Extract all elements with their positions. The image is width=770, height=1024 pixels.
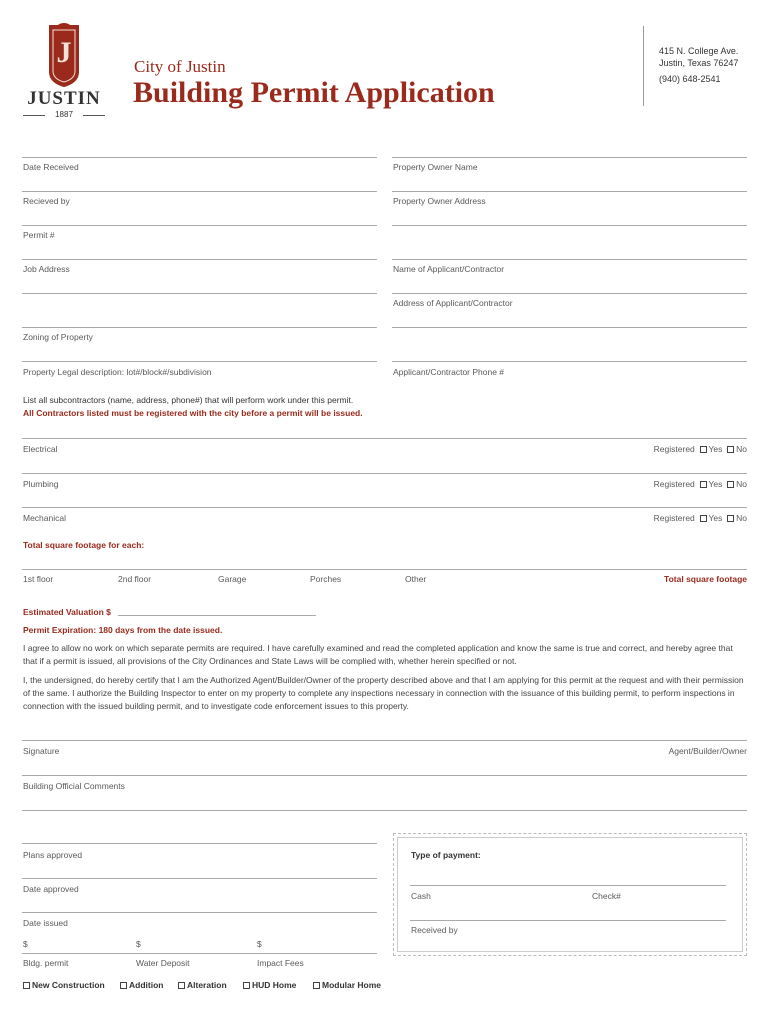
estimated-valuation-label: Estimated Valuation $ bbox=[23, 607, 111, 617]
yes-checkbox[interactable] bbox=[700, 446, 707, 453]
yes-label: Yes bbox=[708, 444, 723, 454]
header-divider bbox=[643, 26, 644, 106]
sqft-garage-field[interactable]: Garage bbox=[218, 574, 247, 584]
permit-type-label: Addition bbox=[129, 980, 164, 990]
no-label: No bbox=[736, 479, 747, 489]
job-address-field[interactable]: Job Address bbox=[23, 264, 70, 274]
permit-type-hud-home[interactable] bbox=[243, 980, 296, 990]
sqft-porches-field[interactable]: Porches bbox=[310, 574, 342, 584]
payment-type-heading: Type of payment: bbox=[411, 850, 481, 860]
fee-water-deposit-symbol: $ bbox=[136, 939, 141, 949]
city-logo bbox=[20, 22, 110, 122]
no-checkbox[interactable] bbox=[727, 515, 734, 522]
registered-group-plumbing bbox=[654, 479, 747, 489]
yes-label: Yes bbox=[708, 479, 723, 489]
estimated-valuation-input[interactable] bbox=[118, 615, 316, 616]
property-owner-name-field[interactable]: Property Owner Name bbox=[393, 162, 478, 172]
zoning-field[interactable]: Zoning of Property bbox=[23, 332, 93, 342]
official-comments-field[interactable]: Building Official Comments bbox=[23, 781, 125, 791]
permit-number-field[interactable]: Permit # bbox=[23, 230, 55, 240]
date-approved-field[interactable]: Date approved bbox=[23, 884, 79, 894]
yes-label: Yes bbox=[708, 513, 723, 523]
sqft-total-field[interactable]: Total square footage bbox=[664, 574, 747, 584]
registered-group-mechanical bbox=[654, 513, 747, 523]
permit-type-label: Alteration bbox=[187, 980, 227, 990]
date-issued-field[interactable]: Date issued bbox=[23, 918, 68, 928]
city-address-line1: 415 N. College Ave. bbox=[659, 46, 739, 56]
applicant-name-field[interactable]: Name of Applicant/Contractor bbox=[393, 264, 505, 274]
checkbox-icon[interactable] bbox=[313, 982, 320, 989]
no-checkbox[interactable] bbox=[727, 446, 734, 453]
city-name: City of Justin bbox=[134, 57, 226, 76]
city-address-line2: Justin, Texas 76247 bbox=[659, 58, 739, 68]
applicant-phone-field[interactable]: Applicant/Contractor Phone # bbox=[393, 367, 505, 377]
agreement-paragraph-2: I, the undersigned, do hereby certify that I am the Authorized Agent/Builder/Owner of the property described above and that I am applying for this permit at the request and with their permission of the same. I authorize the Building Inspector to enter on my property to complete any inspections necessary in connection with the issuance of this building permit, to perform inspections in connection with the issued building permit, and to investigate code enforcement issues to this property. bbox=[23, 675, 744, 711]
signature-role: Agent/Builder/Owner bbox=[668, 746, 747, 756]
permit-type-new-construction[interactable] bbox=[23, 980, 105, 990]
permit-type-modular-home[interactable] bbox=[313, 980, 381, 990]
logo-year: 1887 bbox=[55, 110, 73, 119]
checkbox-icon[interactable] bbox=[120, 982, 127, 989]
logo-word: JUSTIN bbox=[27, 88, 101, 109]
payment-cash-field[interactable]: Cash bbox=[411, 891, 431, 901]
yes-checkbox[interactable] bbox=[700, 515, 707, 522]
logo-letter: J bbox=[56, 36, 72, 69]
square-footage-heading: Total square footage for each: bbox=[23, 540, 145, 550]
no-label: No bbox=[736, 444, 747, 454]
permit-expiration: Permit Expiration: 180 days from the date issued. bbox=[23, 625, 223, 635]
registered-label: Registered bbox=[653, 444, 695, 454]
fee-impact-fees-symbol: $ bbox=[257, 939, 262, 949]
checkbox-icon[interactable] bbox=[178, 982, 185, 989]
subcontractor-row-mechanical[interactable]: Mechanical bbox=[23, 513, 66, 523]
permit-type-label: HUD Home bbox=[252, 980, 297, 990]
permit-type-alteration[interactable] bbox=[178, 980, 227, 990]
no-label: No bbox=[736, 513, 747, 523]
sqft-1st-floor-field[interactable]: 1st floor bbox=[23, 574, 54, 584]
fee-water-deposit-field[interactable]: Water Deposit bbox=[136, 958, 190, 968]
registered-label: Registered bbox=[653, 479, 695, 489]
received-by-field[interactable]: Recieved by bbox=[23, 196, 70, 206]
legal-description-field[interactable]: Property Legal description: lot#/block#/subdivision bbox=[23, 367, 212, 377]
plans-approved-field[interactable]: Plans approved bbox=[23, 850, 83, 860]
subcontractor-row-plumbing[interactable]: Plumbing bbox=[23, 479, 59, 489]
sqft-other-field[interactable]: Other bbox=[405, 574, 427, 584]
yes-checkbox[interactable] bbox=[700, 481, 707, 488]
signature-field[interactable]: Signature bbox=[23, 746, 60, 756]
checkbox-icon[interactable] bbox=[23, 982, 30, 989]
payment-check-field[interactable]: Check# bbox=[592, 891, 621, 901]
no-checkbox[interactable] bbox=[727, 481, 734, 488]
fee-impact-fees-field[interactable]: Impact Fees bbox=[257, 958, 304, 968]
property-owner-address-field[interactable]: Property Owner Address bbox=[393, 196, 486, 206]
agreement-paragraph-1: I agree to allow no work on which separate permits are required. I have carefully examined and read the completed application and know the same is true and correct, and hereby agree that that if a permit is issued, all provisions of the City Ordinances and State Laws will be complied with, whether herein specified or not. bbox=[23, 643, 733, 666]
subcontractors-intro: List all subcontractors (name, address, phone#) that will perform work under this permit. bbox=[23, 395, 354, 405]
applicant-address-field[interactable]: Address of Applicant/Contractor bbox=[393, 298, 513, 308]
permit-type-label: Modular Home bbox=[322, 980, 382, 990]
checkbox-icon[interactable] bbox=[243, 982, 250, 989]
fee-bldg-permit-field[interactable]: Bldg. permit bbox=[23, 958, 69, 968]
registered-label: Registered bbox=[653, 513, 695, 523]
subcontractors-warning: All Contractors listed must be registered with the city before a permit will be issued. bbox=[23, 408, 363, 418]
page-title: Building Permit Application bbox=[133, 76, 495, 109]
sqft-2nd-floor-field[interactable]: 2nd floor bbox=[118, 574, 152, 584]
date-received-field[interactable]: Date Received bbox=[23, 162, 79, 172]
registered-group-electrical bbox=[654, 444, 747, 454]
city-phone: (940) 648-2541 bbox=[659, 74, 721, 84]
permit-type-addition[interactable] bbox=[120, 980, 163, 990]
payment-received-by-field[interactable]: Received by bbox=[411, 925, 458, 935]
permit-type-label: New Construction bbox=[32, 980, 105, 990]
fee-bldg-permit-symbol: $ bbox=[23, 939, 28, 949]
subcontractor-row-electrical[interactable]: Electrical bbox=[23, 444, 58, 454]
